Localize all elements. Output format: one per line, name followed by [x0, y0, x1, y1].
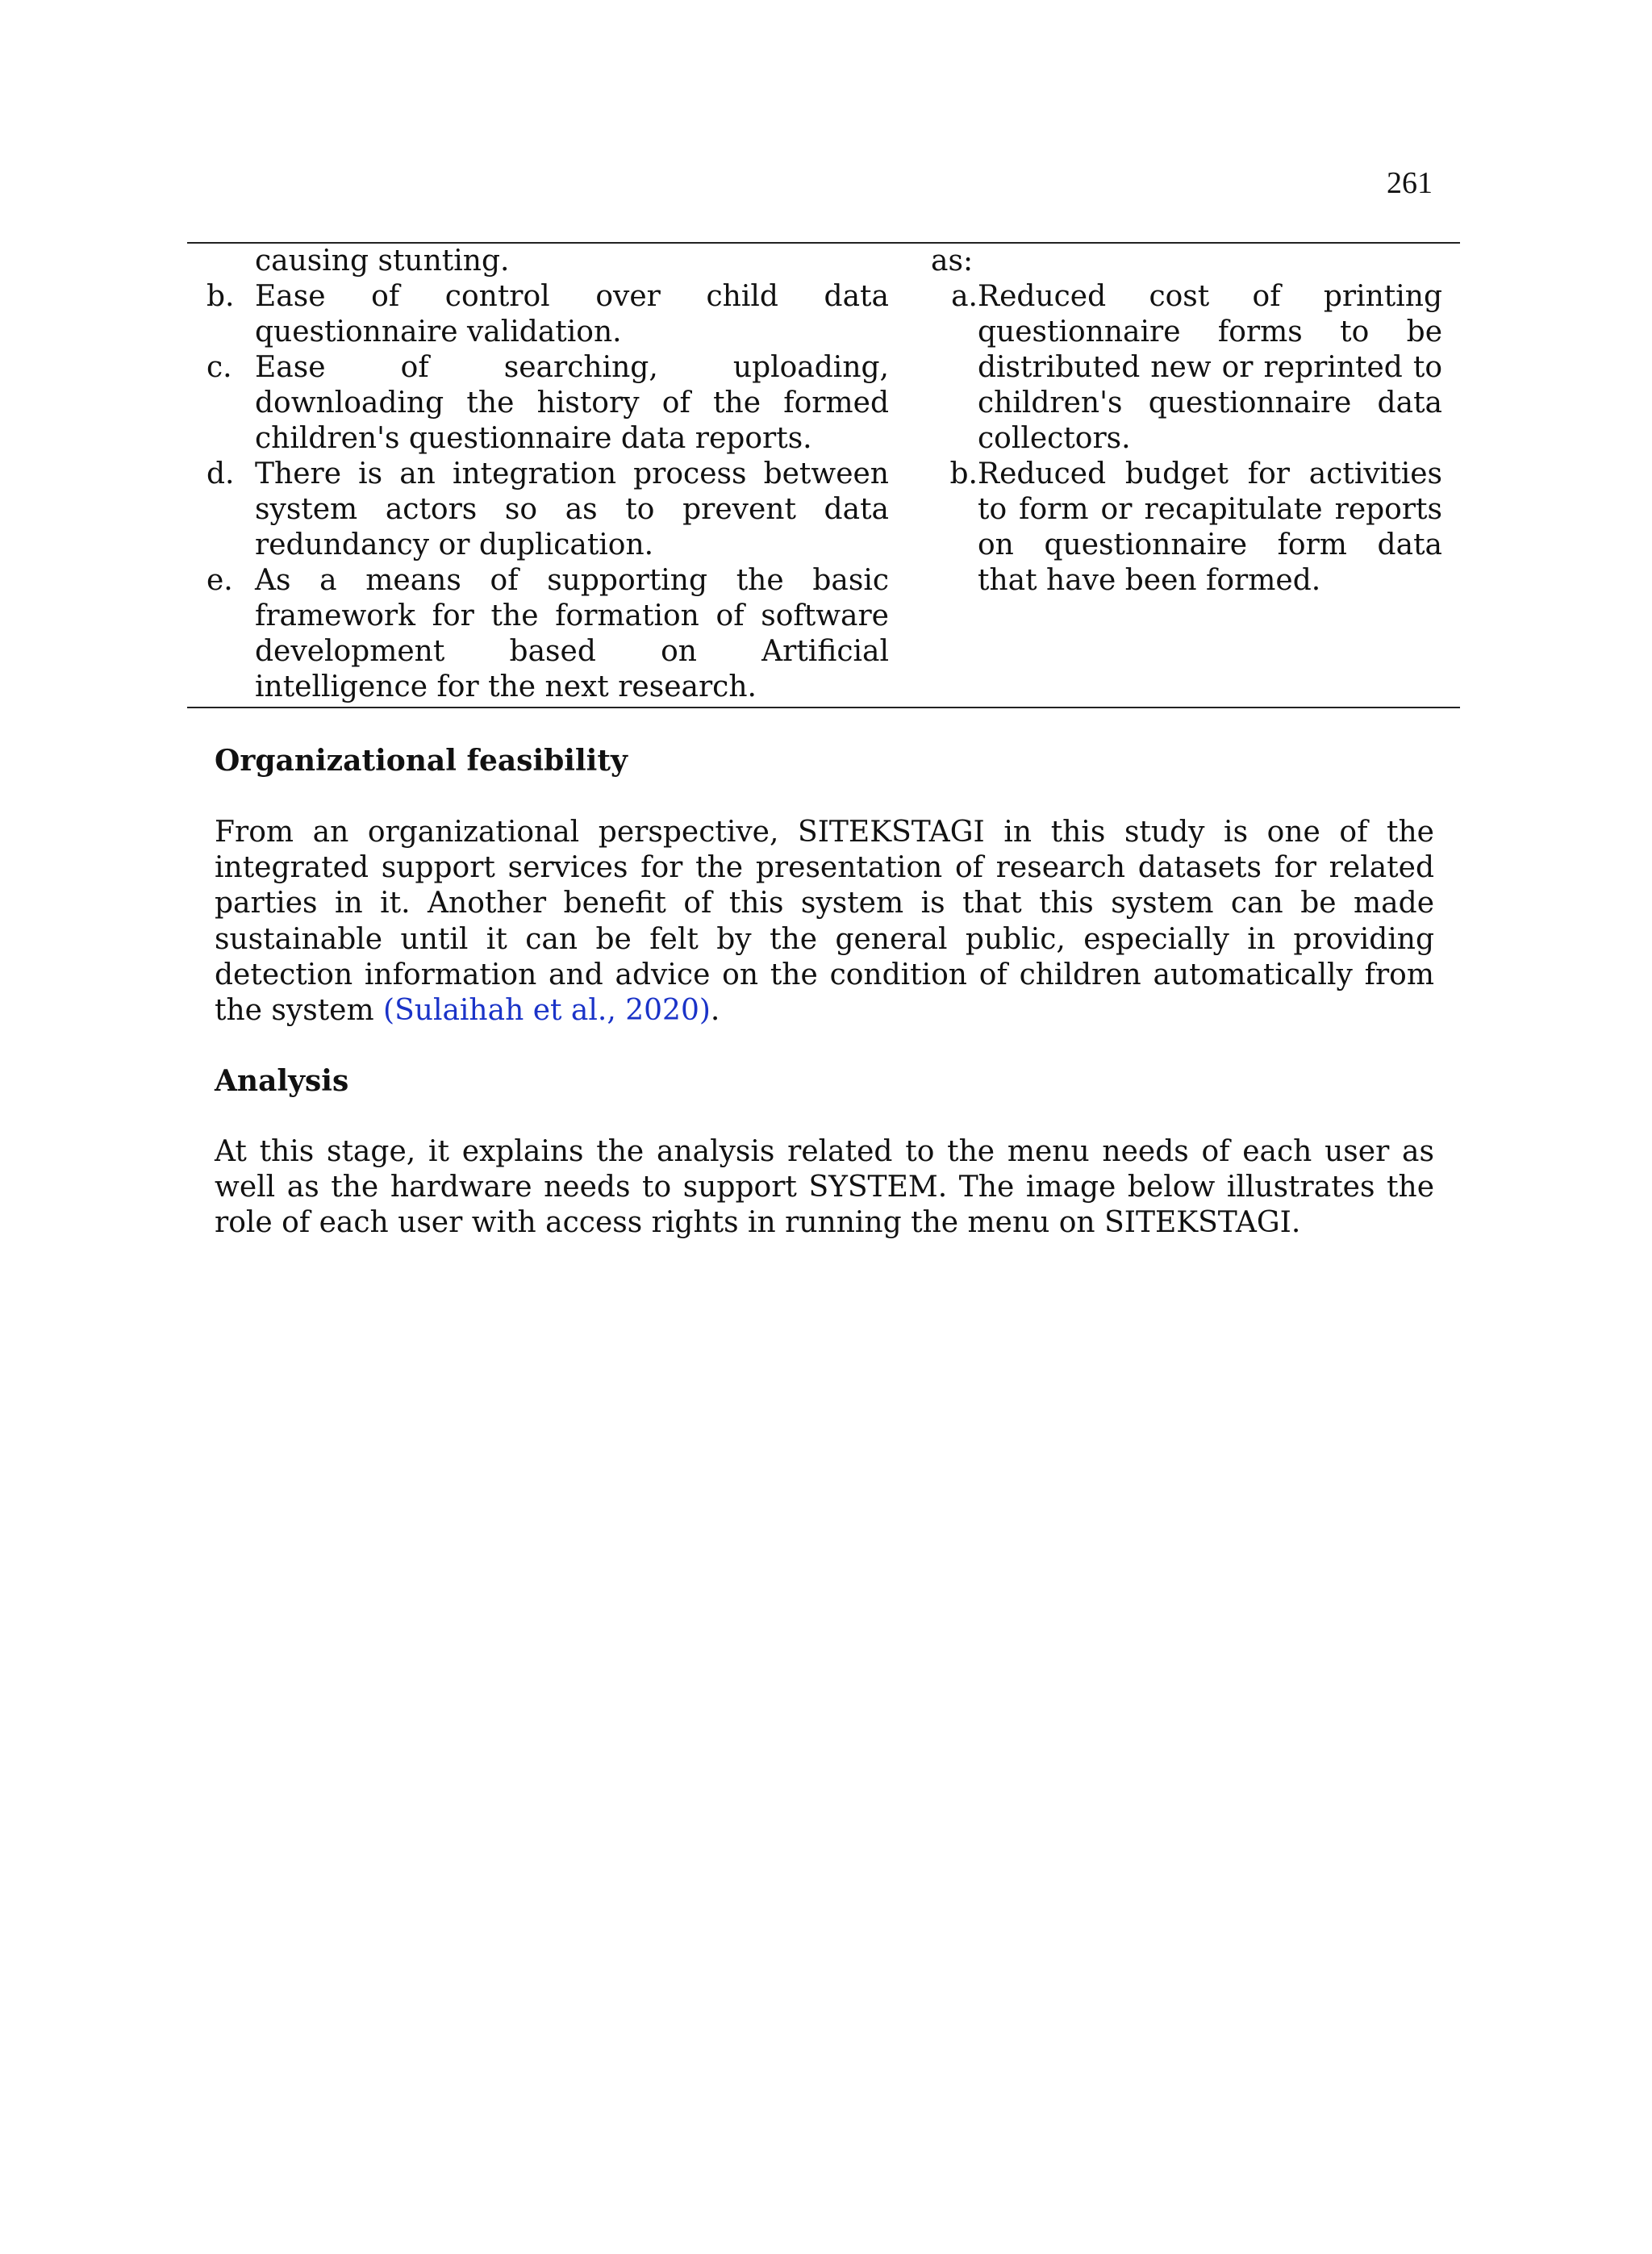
- list-item-text: Reduced budget for activities to form or recapitulate reports on questionnaire form data that have been formed.: [978, 457, 1442, 597]
- list-item-letter: e.: [206, 564, 233, 597]
- list-item-letter: b.: [949, 457, 978, 490]
- benefits-table: [187, 242, 1460, 708]
- paragraph-text-end: .: [710, 994, 720, 1028]
- paragraph-analysis: At this stage, it explains the analysis related to the menu needs of each user as well as the hardware needs to support SYSTEM. The image below illustrates the role of each user with access rights in running the menu on SITEKSTAGI.: [215, 1135, 1434, 1240]
- list-item-letter: a.: [951, 280, 978, 313]
- page-number: 261: [1387, 166, 1433, 200]
- right-continuation-text: as:: [931, 244, 974, 278]
- list-item-letter: c.: [206, 351, 232, 384]
- list-item-text: There is an integration process between system actors so as to prevent data redundancy or duplication.: [255, 457, 889, 561]
- list-item-text: As a means of supporting the basic framework for the formation of software development based on Artificial intelligence for the next research.: [255, 564, 889, 703]
- section-heading-organizational: Organizational feasibility: [215, 744, 628, 778]
- list-item: [187, 279, 913, 350]
- paragraph-organizational: [215, 815, 1434, 1029]
- table-left-column: [187, 244, 913, 705]
- list-item-letter: d.: [206, 457, 235, 490]
- list-item: [187, 457, 913, 563]
- section-heading-analysis: Analysis: [215, 1064, 349, 1098]
- citation-link[interactable]: (Sulaihah et al., 2020): [383, 994, 711, 1028]
- list-item-letter: b.: [206, 280, 235, 313]
- list-item-text: Ease of searching, uploading, downloading the history of the formed children's questionnaire data reports.: [255, 351, 889, 455]
- paragraph-text: From an organizational perspective, SITEKSTAGI in this study is one of the integrated support services for the presentation of research datasets for related parties in it. Another benefit of this system is that this system can be made sustainable until it can be felt by the general public, especially in providing detection information and advice on the condition of children automatically from the system: [215, 816, 1434, 1028]
- list-item-text: Reduced cost of printing questionnaire forms to be distributed new or reprinted to children's questionnaire data collectors.: [978, 280, 1442, 455]
- list-item: [931, 457, 1460, 599]
- list-item: [931, 279, 1460, 457]
- list-item: [187, 563, 913, 705]
- list-item-text: Ease of control over child data questionnaire validation.: [255, 280, 889, 349]
- left-continuation-text: causing stunting.: [255, 244, 510, 278]
- table-right-column: [913, 244, 1460, 705]
- list-item: [187, 350, 913, 457]
